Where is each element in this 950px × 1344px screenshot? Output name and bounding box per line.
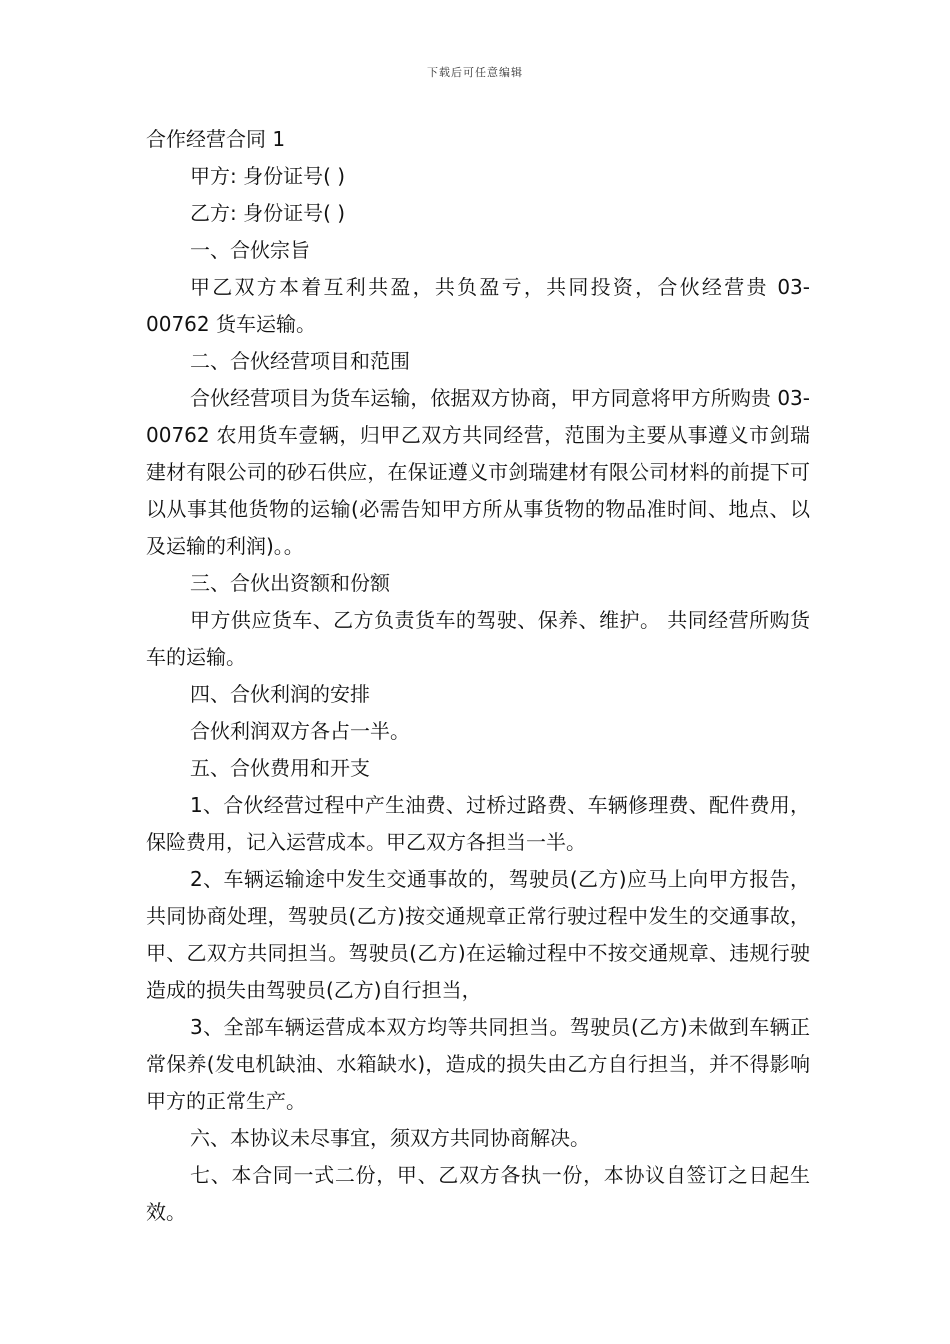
section-heading-1: 一、合伙宗旨 [190, 238, 310, 262]
party-a-line: 甲方: 身份证号( ) [190, 164, 346, 188]
section-7: 七、本合同一式二份，甲、乙双方各执一份，本协议自签订之日起生效。 [146, 1163, 810, 1224]
section-heading-4: 四、合伙利润的安排 [190, 682, 370, 706]
section-heading-3: 三、合伙出资额和份额 [190, 571, 390, 595]
section-heading-2: 二、合伙经营项目和范围 [190, 349, 410, 373]
section-body-4: 合伙利润双方各占一半。 [190, 719, 410, 743]
section-heading-5: 五、合伙费用和开支 [190, 756, 370, 780]
section-body-2: 合伙经营项目为货车运输，依据双方协商，甲方同意将甲方所购贵 03-00762 农用货车壹辆，归甲乙双方共同经营，范围为主要从事遵义市剑瑞建材有限公司的砂石供应，在保证遵义市剑瑞建材有限公司材料的前提下可以从事其他货物的运输(必需告知甲方所从事货物的物品准时间、地点、以及运输的利润)。。 [146, 386, 810, 558]
section-body-1: 甲乙双方本着互利共盈，共负盈亏，共同投资，合伙经营贵 03-00762 货车运输。 [146, 275, 810, 336]
party-b-line: 乙方: 身份证号( ) [190, 201, 346, 225]
page-header-note: 下载后可任意编辑 [427, 66, 523, 79]
clause-5-1: 1、合伙经营过程中产生油费、过桥过路费、车辆修理费、配件费用，保险费用，记入运营成本。甲乙双方各担当一半。 [146, 793, 810, 854]
document-title: 合作经营合同 1 [146, 127, 286, 151]
clause-5-3: 3、全部车辆运营成本双方均等共同担当。驾驶员(乙方)未做到车辆正常保养(发电机缺油、水箱缺水)，造成的损失由乙方自行担当，并不得影响甲方的正常生产。 [146, 1015, 810, 1113]
clause-5-2: 2、车辆运输途中发生交通事故的，驾驶员(乙方)应马上向甲方报告，共同协商处理，驾驶员(乙方)按交通规章正常行驶过程中发生的交通事故，甲、乙双方共同担当。驾驶员(乙方)在运输过程中不按交通规章、违规行驶造成的损失由驾驶员(乙方)自行担当， [146, 867, 810, 1002]
document-body [146, 121, 810, 1231]
section-body-3: 甲方供应货车、乙方负责货车的驾驶、保养、维护。 共同经营所购货车的运输。 [146, 608, 810, 669]
section-6: 六、本协议未尽事宜，须双方共同协商解决。 [190, 1126, 590, 1150]
